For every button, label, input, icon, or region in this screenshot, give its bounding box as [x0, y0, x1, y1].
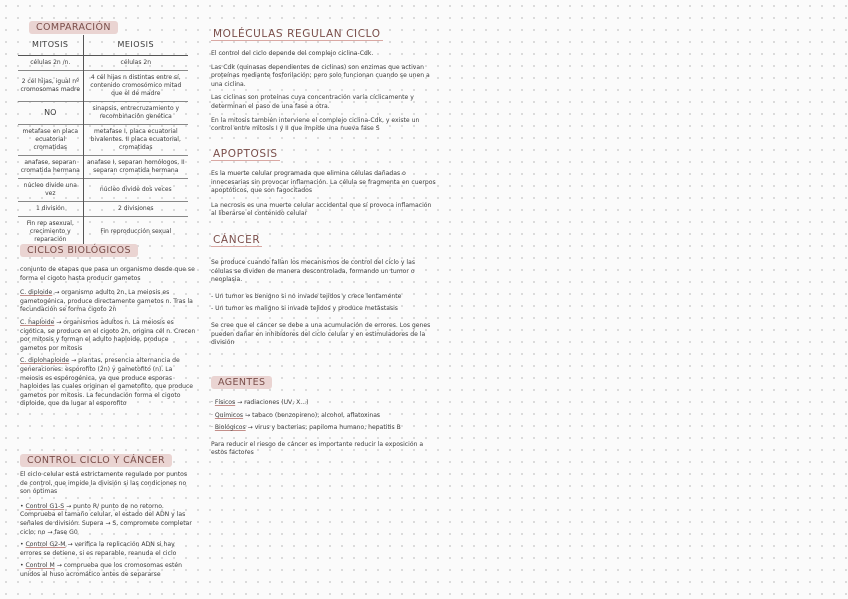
agent-text: → radiaciones (UV, X...) [237, 399, 309, 406]
list-item: • Control G1-S → punto R/ punto de no retorno. Comprueba el tamaño celular, el estado del ADN y las señales de división. Supera → S, compromete completar ciclo; no → fase G0 [20, 502, 192, 536]
mitosis-cell: células 2n /n. [18, 56, 83, 71]
life-cycles-title: CICLOS BIOLÓGICOS [20, 244, 138, 257]
meiosis-cell: 4 cél hijas n distintas entre sí, contenido cromosómico mitad que el de madre [83, 71, 188, 102]
regulator-molecules-section [211, 22, 437, 134]
cancer-section [211, 228, 437, 348]
table-row [18, 156, 188, 179]
control-text: → verifica la replicación ADN si hay errores se detiene, si es reparable, reanuda el ciclo [20, 541, 177, 557]
table-row [18, 202, 188, 217]
table-row [18, 125, 188, 156]
control-term: Control G1-S [25, 502, 65, 510]
agents-section [211, 370, 437, 458]
cycle-text: → organismos adultos n. La meiosis es cigótica, se produce en el cigoto 2n, origina cél n. Crecen por mitosis y forman el adulto haploide, produce gametos por mitosis [20, 318, 196, 352]
apoptosis-title: APOPTOSIS [213, 148, 278, 160]
agent-term: Químicos [214, 411, 244, 419]
control-term: Control G2-M [25, 541, 66, 549]
cancer-paragraph: - Un tumor es maligno si invade tejidos y produce metástasis [211, 305, 398, 313]
comparison-table [18, 35, 188, 247]
table-row [18, 179, 188, 202]
table-row [18, 102, 188, 125]
regulator-paragraph: El control del ciclo depende del complejo ciclina-Cdk. [211, 50, 374, 57]
mitosis-cell: Fin rep asexual, crecimiento y reparación [18, 217, 83, 248]
regulator-paragraph: Las ciclinas son proteínas cuya concentración varía cíclicamente y determinan el paso de una fase a otra. [211, 94, 414, 110]
mitosis-cell: 2 cél hijas, igual nº cromosomas madre [18, 71, 83, 102]
list-item: • Control G2-M → verifica la replicación ADN si hay errores se detiene, si es reparable, reanuda el ciclo [20, 541, 177, 557]
cancer-paragraph: Se cree que el cáncer se debe a una acumulación de errores. Los genes pueden dañar en inhibidores del ciclo celular y en estimuladores de la división [211, 321, 431, 347]
apoptosis-section [211, 142, 437, 219]
mitosis-cell: núcleo divide una vez [18, 179, 83, 202]
control-text: → punto R/ punto de no retorno. Comprueba el tamaño celular, el estado del ADN y las señales de división. Supera → S, compromete completar ciclo; no → fase G0 [20, 502, 192, 536]
agent-term: Biológicos [214, 424, 246, 432]
agent-text: → virus y bacterias, papiloma humano, hepatitis B [247, 424, 401, 432]
agents-note: Para reducir el riesgo de cáncer es importante reducir la exposición a estos factores [211, 440, 424, 457]
agents-title: AGENTES [211, 376, 272, 389]
apoptosis-paragraph: La necrosis es una muerte celular accidental que sí provoca inflamación al liberarse el contenido celular [211, 201, 432, 218]
column-header-mitosis: MITOSIS [18, 35, 83, 56]
agent-term: Físicos [214, 399, 236, 406]
cycle-text: → plantas, presencia alternancia de generaciones: esporofito (2n) y gametofito (n). La meiosis es espórogénica, ya que produce esporas haploides las cuales originan el gametofito, que produce gametos por mitosis. La fecundación forma el cigoto diploide, que da lugar al esporofito [20, 357, 194, 408]
list-item: · Biológicos → virus y bacterias, papiloma humano, hepatitis B [211, 424, 401, 432]
meiosis-cell: células 2n [120, 59, 152, 66]
column-header-meiosis: MEIOSIS [83, 35, 188, 56]
control-text: → comprueba que los cromosomas estén unidos al huso acromático antes de separarse [20, 562, 182, 578]
cancer-title: CÁNCER [213, 234, 261, 246]
table-row [18, 71, 188, 102]
mitosis-cell: NO [18, 102, 83, 125]
mitosis-cell: 1 división [18, 202, 83, 217]
meiosis-cell: anafase I, separan homólogos, II separan cromatida hermana [83, 156, 188, 179]
cancer-paragraph: Se produce cuando fallan los mecanismos de control del ciclo y las células se dividen de manera descontrolada, formando un tumor o neoplasia. [211, 259, 415, 284]
control-term: Control M [25, 562, 55, 570]
meiosis-cell: sinapsis, entrecruzamiento y recombinación genética [83, 102, 188, 125]
regulator-paragraph: En la mitosis también interviene el complejo ciclina-Cdk, y existe un control entre mitosis I y II que impide una nueva fase S [211, 116, 420, 133]
cancer-paragraph: - Un tumor es benigno si no invade tejidos y crece lentamente [211, 292, 402, 300]
meiosis-cell: Fin reproducción sexual [83, 217, 188, 248]
cycle-term: C. diplohaploide [20, 357, 70, 365]
table-row [18, 56, 188, 71]
cycle-term: C. haploide [20, 318, 55, 326]
cycle-text: → organismo adulto 2n. La meiosis es gametogénica, produce directamente gametos n. Tras la fecundación se forma cigoto 2n [20, 289, 193, 314]
comparison-title: COMPARACIÓN [29, 21, 118, 34]
mitosis-cell: metafase en placa ecuatorial cromatidas [18, 125, 83, 156]
life-cycles-intro: conjunto de etapas que pasa un organismo desde que se forma el cigoto hasta producir gametos [20, 266, 195, 282]
cycle-term: C. diploide [20, 289, 53, 297]
meiosis-cell: metafase I, placa ecuatorial bivalentes. II placa ecuatorial, cromatidas [83, 125, 188, 156]
mitosis-cell: anafase, separan cromatida hermana [18, 156, 83, 179]
list-item: · Químicos → tabaco (benzopireno), alcohol, aflatoxinas [211, 411, 381, 419]
list-item [20, 357, 196, 409]
cycle-control-title: CONTROL CICLO Y CÁNCER [20, 454, 172, 467]
life-cycles-section [20, 238, 196, 413]
list-item: · Físicos → radiaciones (UV, X...) [211, 399, 309, 406]
regulator-paragraph: Las Cdk (quinasas dependientes de ciclinas) son enzimas que activan proteínas mediante fosforilación; pero solo funcionan cuando se unen a una ciclina. [211, 63, 430, 88]
list-item: • Control M → comprueba que los cromosomas estén unidos al huso acromático antes de separarse [20, 562, 182, 578]
comparison-section [29, 15, 118, 34]
meiosis-cell: núcleo divide dos veces [83, 179, 188, 202]
apoptosis-paragraph: Es la muerte celular programada que elimina células dañadas o innecesarias sin provocar inflamación. La célula se fragmenta en cuerpos apoptóticos, que son fagocitados [211, 170, 436, 195]
agent-text: → tabaco (benzopireno), alcohol, aflatoxinas [245, 411, 381, 419]
list-item [20, 319, 196, 353]
cycle-control-section [20, 448, 196, 584]
list-item [20, 289, 196, 315]
cycle-control-intro: El ciclo celular está estrictamente regulado por puntos de control, que impide la división si las condiciones no son óptimas [20, 471, 188, 496]
meiosis-cell: 2 divisiones [83, 202, 188, 217]
regulator-molecules-title: MOLÉCULAS REGULAN CICLO [213, 28, 381, 40]
